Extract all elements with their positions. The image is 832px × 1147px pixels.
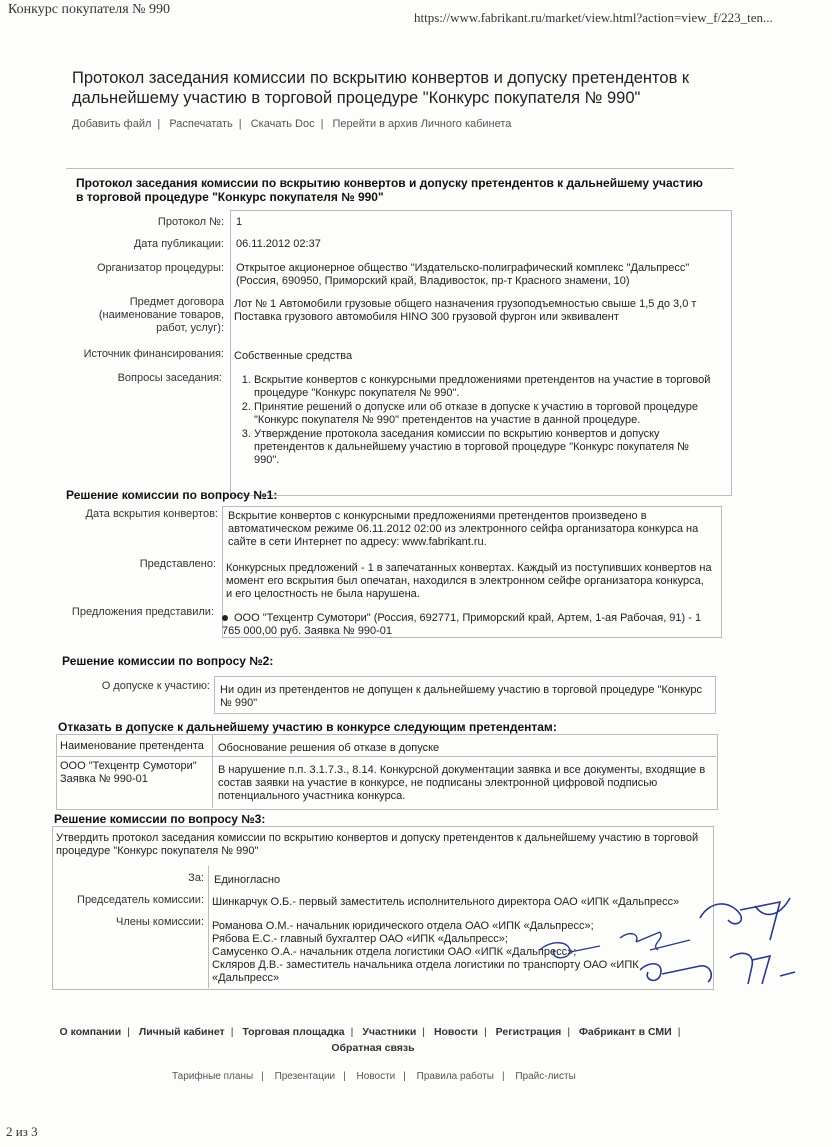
download-doc-link[interactable]: Скачать Doc [250,118,315,130]
action-links: Добавить файл | Распечатать | Скачать Doc | Перейти в архив Личного кабинета [72,118,512,130]
approve-text: Утвердить протокол заседания комиссии по вскрытию конвертов и допуску претендентов к дальнейшему участию в торговой процедуре "Конкурс покупателя № 990" [56,832,699,857]
questions-label: Вопросы заседания: [117,372,222,384]
footer-link-tariffs[interactable]: Тарифные планы [172,1071,254,1082]
question-item: 2. Принятие решений о допуске или об отказе в допуске к участию в торговой процедуре "Конкурс покупателя № 990" претендентов на участие в данной процедуре. [254,401,712,427]
footer-link-news-sub[interactable]: Новости [356,1071,396,1082]
question-item: 1. Вскрытие конвертов с конкурсными предложениями претендентов на участие в торговой процедуре "Конкурс покупателя № 990". [254,374,712,400]
archive-link[interactable]: Перейти в архив Личного кабинета [332,118,512,130]
offers-label: Предложения представили: [71,606,214,618]
footer-link-pricelists[interactable]: Прайс-листы [515,1071,576,1082]
date-value: 06.11.2012 02:37 [236,238,321,250]
chair-value: Шинкарчук О.Б.- первый заместитель исполнительного директора ОАО «ИПК «Дальпресс» [212,896,680,908]
date-label: Дата публикации: [133,238,224,250]
print-link[interactable]: Распечатать [169,118,233,130]
offers-value [222,612,712,638]
member-item: Рябова Е.С.- главный бухгалтер ОАО «ИПК «Дальпресс»; [212,933,508,945]
refusal-col-reason: Обоснование решения об отказе в допуске [218,742,440,754]
for-label: За: [188,872,204,884]
bullet-icon [222,615,228,621]
presented-label: Представлено: [139,558,216,570]
admission-label: О допуске к участию: [101,680,210,692]
page-number: 2 из 3 [6,1124,38,1139]
admission-value: Ни один из претендентов не допущен к дальнейшему участию в торговой процедуре "Конкурс № 990" [220,684,703,709]
organizer-label: Организатор процедуры: [96,262,224,274]
subject-label: Предмет договора (наименование товаров, работ, услуг): [98,296,224,334]
footer-main-nav: О компании | Личный кабинет | Торговая площадка | Участники | Новости | Регистрация | Фабрикант в СМИ | Обратная связь [59,1026,681,1054]
q1-title: Решение комиссии по вопросу №1: [66,488,278,502]
organizer-value: Открытое акционерное общество "Издательско-полиграфический комплекс "Дальпресс" (Россия, 690950, Приморский край, Владивосток, пр-т Красного знамени, 10) [236,262,690,287]
offer-text: ООО "Техцентр Сумотори" (Россия, 692771, Приморский край, Артем, 1-ая Рабочая, 91) - 1 765 000,00 руб. Заявка № 990-01 [222,612,702,637]
q2-title: Решение комиссии по вопросу №2: [62,654,274,668]
refusal-reason: В нарушение п.п. 3.1.7.3., 8.14. Конкурсной документации заявка и все документы, входящие в состав заявки на участие в конкурсе, не подписаны электронной цифровой подписью потенциального участника конкурса. [218,764,706,802]
footer-link-cabinet[interactable]: Личный кабинет [138,1026,225,1038]
protocol-value: 1 [236,216,243,228]
funding-label: Источник финансирования: [83,348,224,360]
question-item: 3. Утверждение протокола заседания комиссии по вскрытию конвертов и допуску претендентов к дальнейшему участию в торговой процедуре "Конкурс покупателя № 990". [254,428,712,467]
members-label: Члены комиссии: [115,916,204,928]
opening-date-label: Дата вскрытия конвертов: [85,508,218,520]
footer-link-registration[interactable]: Регистрация [495,1026,562,1038]
handwritten-signatures [540,880,830,1010]
member-item: Скляров Д.В.- заместитель начальника отдела логистики по транспорту ОАО «ИПК «Дальпресс» [212,959,639,984]
footer-link-presentations[interactable]: Презентации [274,1071,336,1082]
footer-link-rules[interactable]: Правила работы [416,1071,494,1082]
opening-date-value: Вскрытие конвертов с конкурсными предложениями претендентов произведено в автоматическом режиме 06.11.2012 02:00 из электронного сейфа организатора конкурса на сайте в сети Интернет по адресу: www.fabrikant.ru. [228,510,699,548]
add-file-link[interactable]: Добавить файл [72,118,152,130]
footer-link-media[interactable]: Фабрикант в СМИ [578,1026,672,1038]
for-value: Единогласно [214,874,281,886]
chair-label: Председатель комиссии: [77,894,204,906]
footer-sub-nav: Тарифные планы | Презентации | Новости | Правила работы | Прайс-листы [172,1071,576,1082]
browser-page-title: Конкурс покупателя № 990 [8,2,171,17]
q3-col-divider [208,866,209,988]
section-divider [66,168,734,169]
funding-value: Собственные средства [234,350,353,362]
refusal-col-name: Наименование претендента [60,740,204,752]
protocol-section-title: Протокол заседания комиссии по вскрытию конвертов и допуску претендентов к дальнейшему участию в торговой процедуре "Конкурс покупателя № 990" [76,176,703,204]
document-title: Протокол заседания комиссии по вскрытию конвертов и допуску претендентов к дальнейшему участию в торговой процедуре "Конкурс покупателя № 990" [72,69,690,107]
refusal-col-divider [212,734,213,808]
refusal-row-divider [56,756,716,757]
footer-link-marketplace[interactable]: Торговая площадка [242,1026,345,1038]
browser-url: https://www.fabrikant.ru/market/view.html?action=view_f/223_ten... [414,10,773,25]
member-item: Романова О.М.- начальник юридического отдела ОАО «ИПК «Дальпресс»; [212,920,594,932]
presented-value: Конкурсных предложений - 1 в запечатанных конвертах. Каждый из поступивших конвертов на момент его вскрытия был опечатан, находился в электронном сейфе организатора конкурса, и его целостность не была нарушена. [226,562,712,600]
member-item: Самусенко О.А.- начальник отдела логистики ОАО «ИПК «Дальпресс»; [212,946,577,958]
refusal-title: Отказать в допуске к дальнейшему участию в конкурсе следующим претендентам: [58,720,557,734]
footer-link-about[interactable]: О компании [59,1026,122,1038]
footer-link-participants[interactable]: Участники [362,1026,417,1038]
q3-title: Решение комиссии по вопросу №3: [54,812,266,826]
footer-link-news[interactable]: Новости [433,1026,478,1038]
subject-value: Лот № 1 Автомобили грузовые общего назначения грузоподъемностью свыше 1,5 до 3,0 т Поставка грузового автомобиля HINO 300 грузовой фургон или эквивалент [234,298,697,323]
protocol-label: Протокол №: [157,216,224,228]
refusal-applicant: ООО "Техцентр Сумотори" Заявка № 990-01 [60,760,197,785]
footer-link-feedback[interactable]: Обратная связь [331,1042,415,1054]
questions-list [236,374,712,468]
